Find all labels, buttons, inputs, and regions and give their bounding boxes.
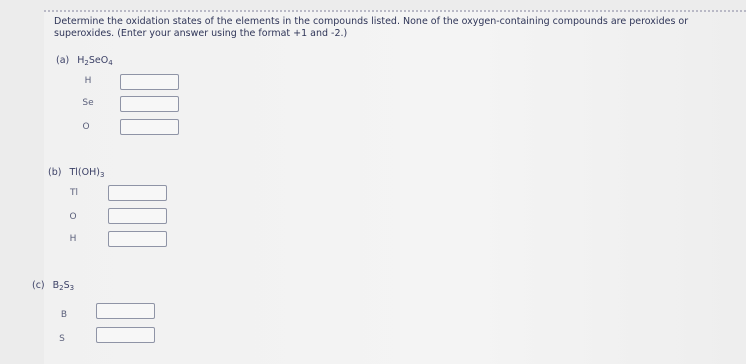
formula-subscript: 3	[69, 284, 75, 292]
formula-text: B	[52, 280, 60, 291]
formula-text: H	[77, 55, 85, 66]
element-label-s: S	[59, 334, 65, 344]
answer-a-o-input[interactable]	[120, 119, 179, 135]
answer-b-o-input[interactable]	[108, 208, 167, 224]
part-a-formula	[77, 55, 112, 66]
answer-a-se-input[interactable]	[120, 96, 179, 112]
element-label-tl: Tl	[70, 188, 78, 198]
part-c-heading	[32, 280, 74, 292]
part-a-label: (a)	[56, 55, 70, 66]
instructions	[54, 16, 744, 40]
element-label-h: H	[69, 234, 77, 244]
element-label-se: Se	[82, 98, 94, 108]
element-label-o: O	[69, 212, 77, 222]
formula-text: Tl(OH)	[69, 167, 100, 178]
element-label-o: O	[82, 122, 90, 132]
answer-c-s-input[interactable]	[96, 327, 155, 343]
question-panel	[32, 10, 746, 364]
part-b-heading	[48, 167, 104, 179]
answer-b-tl-input[interactable]	[108, 185, 167, 201]
instructions-line-2: superoxides. (Enter your answer using the format +1 and -2.)	[54, 28, 348, 39]
instructions-line-1: Determine the oxidation states of the elements in the compounds listed. None of the oxygen-containing compounds are peroxides or	[54, 16, 689, 27]
element-label-h: H	[84, 76, 92, 86]
part-b-formula	[69, 167, 104, 178]
formula-text: S	[63, 280, 70, 291]
part-c-formula	[53, 280, 75, 291]
answer-a-h-input[interactable]	[120, 74, 179, 90]
formula-subscript: 2	[59, 284, 64, 292]
answer-b-h-input[interactable]	[108, 231, 167, 247]
formula-subscript: 4	[108, 59, 113, 67]
element-label-b: B	[60, 310, 68, 320]
formula-subscript: 2	[84, 59, 89, 67]
part-b-label: (b)	[48, 167, 62, 178]
formula-subscript: 3	[99, 171, 105, 179]
formula-text: SeO	[88, 55, 109, 66]
part-a-heading	[56, 55, 113, 67]
answer-c-b-input[interactable]	[96, 303, 155, 319]
part-c-label: (c)	[32, 280, 45, 291]
